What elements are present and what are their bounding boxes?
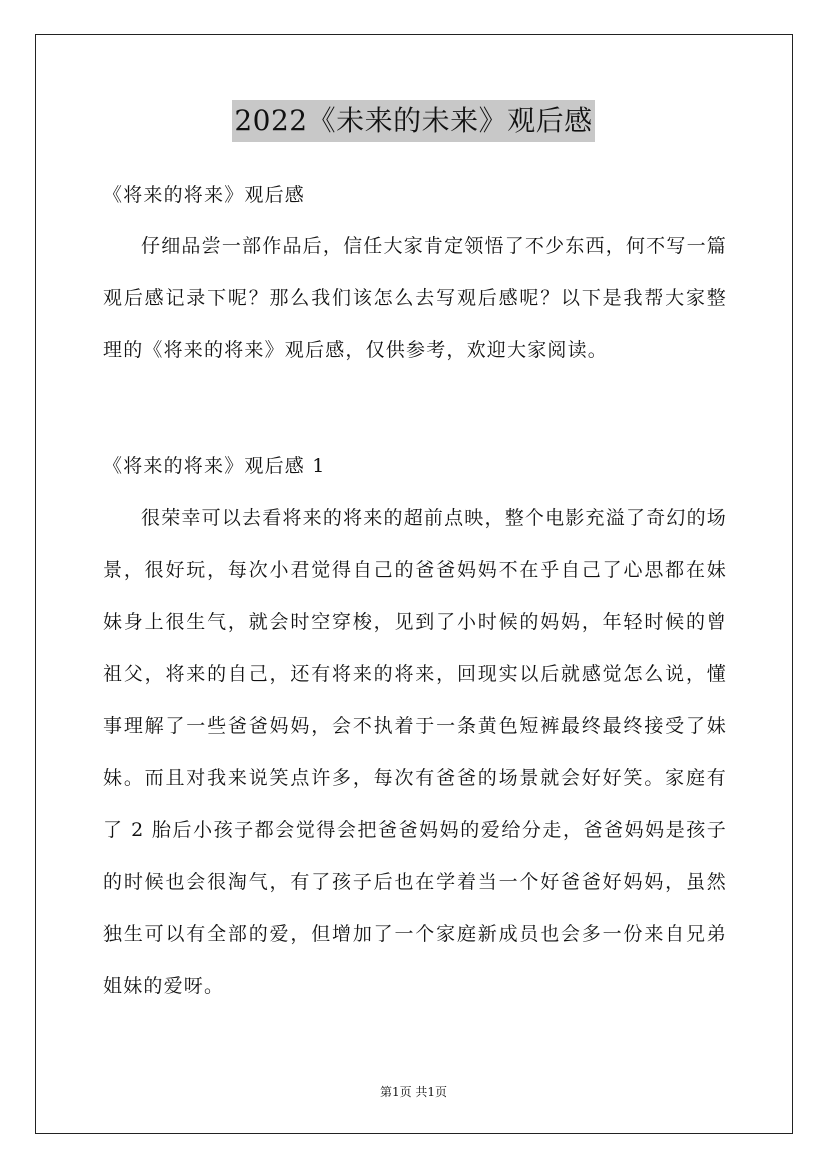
- intro-heading: 《将来的将来》观后感: [103, 184, 306, 206]
- intro-paragraph: 仔细品尝一部作品后，信任大家肯定领悟了不少东西，何不写一篇观后感记录下呢？那么我们该怎么去写观后感呢？以下是我帮大家整理的《将来的将来》观后感，仅供参考，欢迎大家阅读。: [103, 235, 727, 361]
- page-footer: 第1页 共1页: [379, 1085, 448, 1099]
- section1-paragraph: 很荣幸可以去看将来的将来的超前点映，整个电影充溢了奇幻的场景，很好玩，每次小君觉得自己的爸爸妈妈不在乎自己了心思都在妹妹身上很生气，就会时空穿梭，见到了小时候的妈妈，年轻时候的曾祖父，将来的自己，还有将来的将来，回现实以后就感觉怎么说，懂事理解了一些爸爸妈妈，会不执着于一条黄色短裤最终最终接受了妹妹。而且对我来说笑点许多，每次有爸爸的场景就会好好笑。家庭有了 2 胎后小孩子都会觉得会把爸爸妈妈的爱给分走，爸爸妈妈是孩子的时候也会很淘气，有了孩子后也在学着当一个好爸爸好妈妈，虽然独生可以有全部的爱，但增加了一个家庭新成员也会多一份来自兄弟姐妹的爱呀。: [103, 507, 727, 997]
- section1-heading: 《将来的将来》观后感 1: [103, 455, 326, 477]
- title-container: [0, 100, 827, 142]
- document-title: 2022《未来的未来》观后感: [232, 100, 594, 142]
